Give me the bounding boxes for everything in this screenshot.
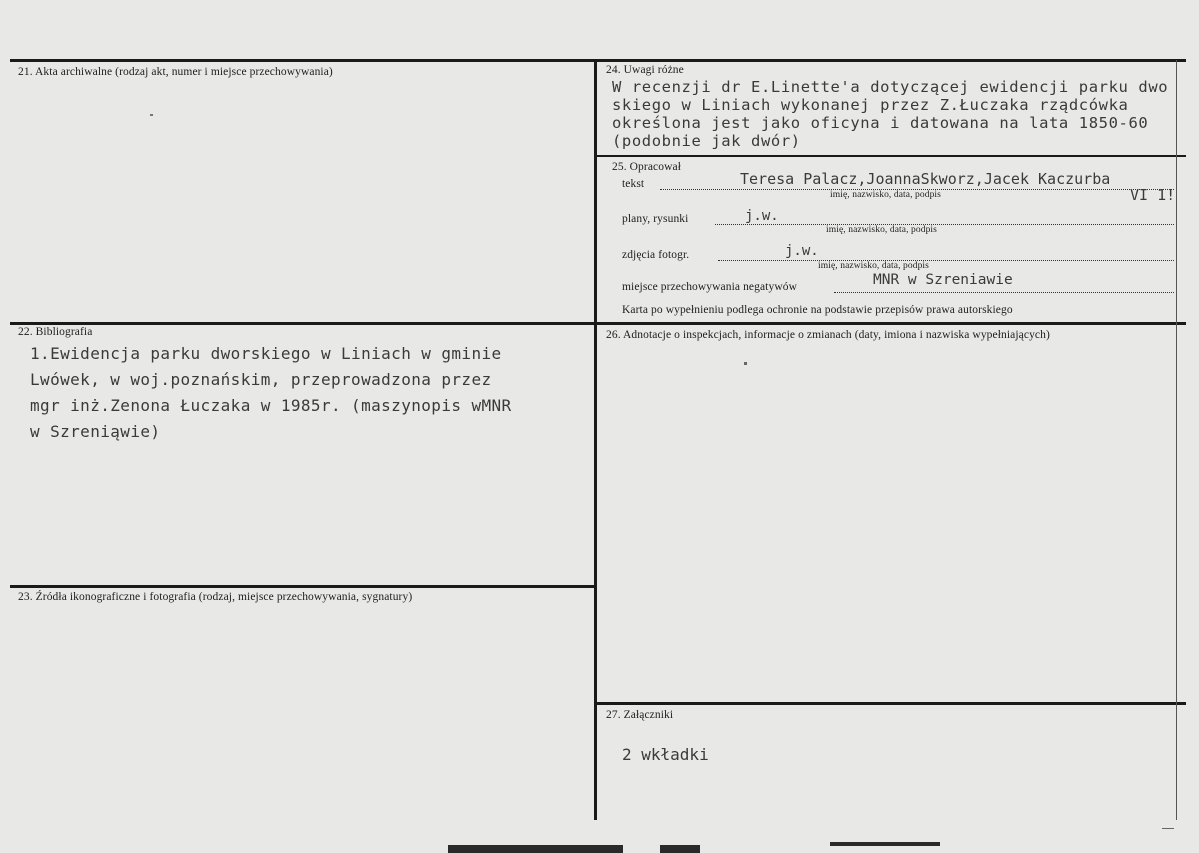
section-26-label: 26. Adnotacje o inspekcjach, informacje o zmianach (daty, imiona i nazwiska wypełniających): [606, 329, 1050, 341]
remarks-line: skiego w Liniach wykonanej przez Z.Łuczaka rządcówka: [612, 96, 1129, 114]
tekst-date: VI 1!: [1130, 186, 1176, 204]
plany-label: plany, rysunki: [622, 213, 689, 225]
plany-line: [715, 224, 1174, 225]
negatywy-label: miejsce przechowywania negatywów: [622, 281, 797, 293]
remarks-line: określona jest jako oficyna i datowana na lata 1850-60: [612, 114, 1149, 132]
rule-21-22: [10, 322, 596, 325]
rule-26-27: [596, 702, 1186, 705]
edge-mark: [830, 842, 940, 846]
remarks-line: W recenzji dr E.Linette'a dotyczącej ewidencji parku dwo: [612, 78, 1169, 96]
attachments-value: 2 wkładki: [622, 745, 709, 764]
scan-speck: [1162, 828, 1174, 829]
top-rule: [10, 59, 1186, 62]
section-22-label: 22. Bibliografia: [18, 326, 93, 338]
center-divider: [594, 60, 597, 820]
tekst-label: tekst: [622, 178, 645, 190]
tekst-value: Teresa Palacz,JoannaSkworz,Jacek Kaczurba: [740, 170, 1111, 188]
bibliography-line: mgr inż.Zenona Łuczaka w 1985r. (maszynopis wMNR: [30, 396, 512, 415]
rule-25-26: [596, 322, 1186, 325]
zdjecia-caption: imię, nazwisko, data, podpis: [818, 261, 929, 271]
scan-speck: [744, 362, 747, 365]
edge-mark: [660, 845, 700, 853]
section-23-label: 23. Źródła ikonograficzne i fotografia (rodzaj, miejsce przechowywania, sygnatury): [18, 591, 413, 603]
scan-speck: [150, 114, 153, 116]
remarks-text: [612, 78, 1174, 150]
tekst-caption: imię, nazwisko, data, podpis: [830, 190, 941, 200]
section-24-label: 24. Uwagi różne: [606, 64, 684, 76]
rule-24-25: [596, 155, 1186, 157]
bibliography-text: [30, 341, 512, 445]
remarks-line: (podobnie jak dwór): [612, 132, 801, 150]
plany-caption: imię, nazwisko, data, podpis: [826, 225, 937, 235]
bibliography-line: w Szreniąwie): [30, 422, 161, 441]
right-edge-rule: [1176, 60, 1177, 820]
section-25-label: 25. Opracował: [612, 161, 681, 173]
zdjecia-value: j.w.: [785, 243, 819, 259]
zdjecia-label: zdjęcia fotogr.: [622, 249, 690, 261]
negatywy-value: MNR w Szreniawie: [873, 272, 1013, 288]
bibliography-line: Lwówek, w woj.poznańskim, przeprowadzona przez: [30, 370, 492, 389]
negatywy-line: [834, 292, 1174, 293]
copyright-note: Karta po wypełnieniu podlega ochronie na podstawie przepisów prawa autorskiego: [622, 304, 1013, 316]
edge-mark: [448, 845, 623, 853]
section-27-label: 27. Załączniki: [606, 709, 674, 721]
rule-22-23: [10, 585, 596, 588]
section-21-label: 21. Akta archiwalne (rodzaj akt, numer i miejsce przechowywania): [18, 66, 333, 78]
plany-value: j.w.: [745, 208, 779, 224]
bibliography-line: 1.Ewidencja parku dworskiego w Liniach w gminie: [30, 344, 502, 363]
zdjecia-line: [718, 260, 1174, 261]
